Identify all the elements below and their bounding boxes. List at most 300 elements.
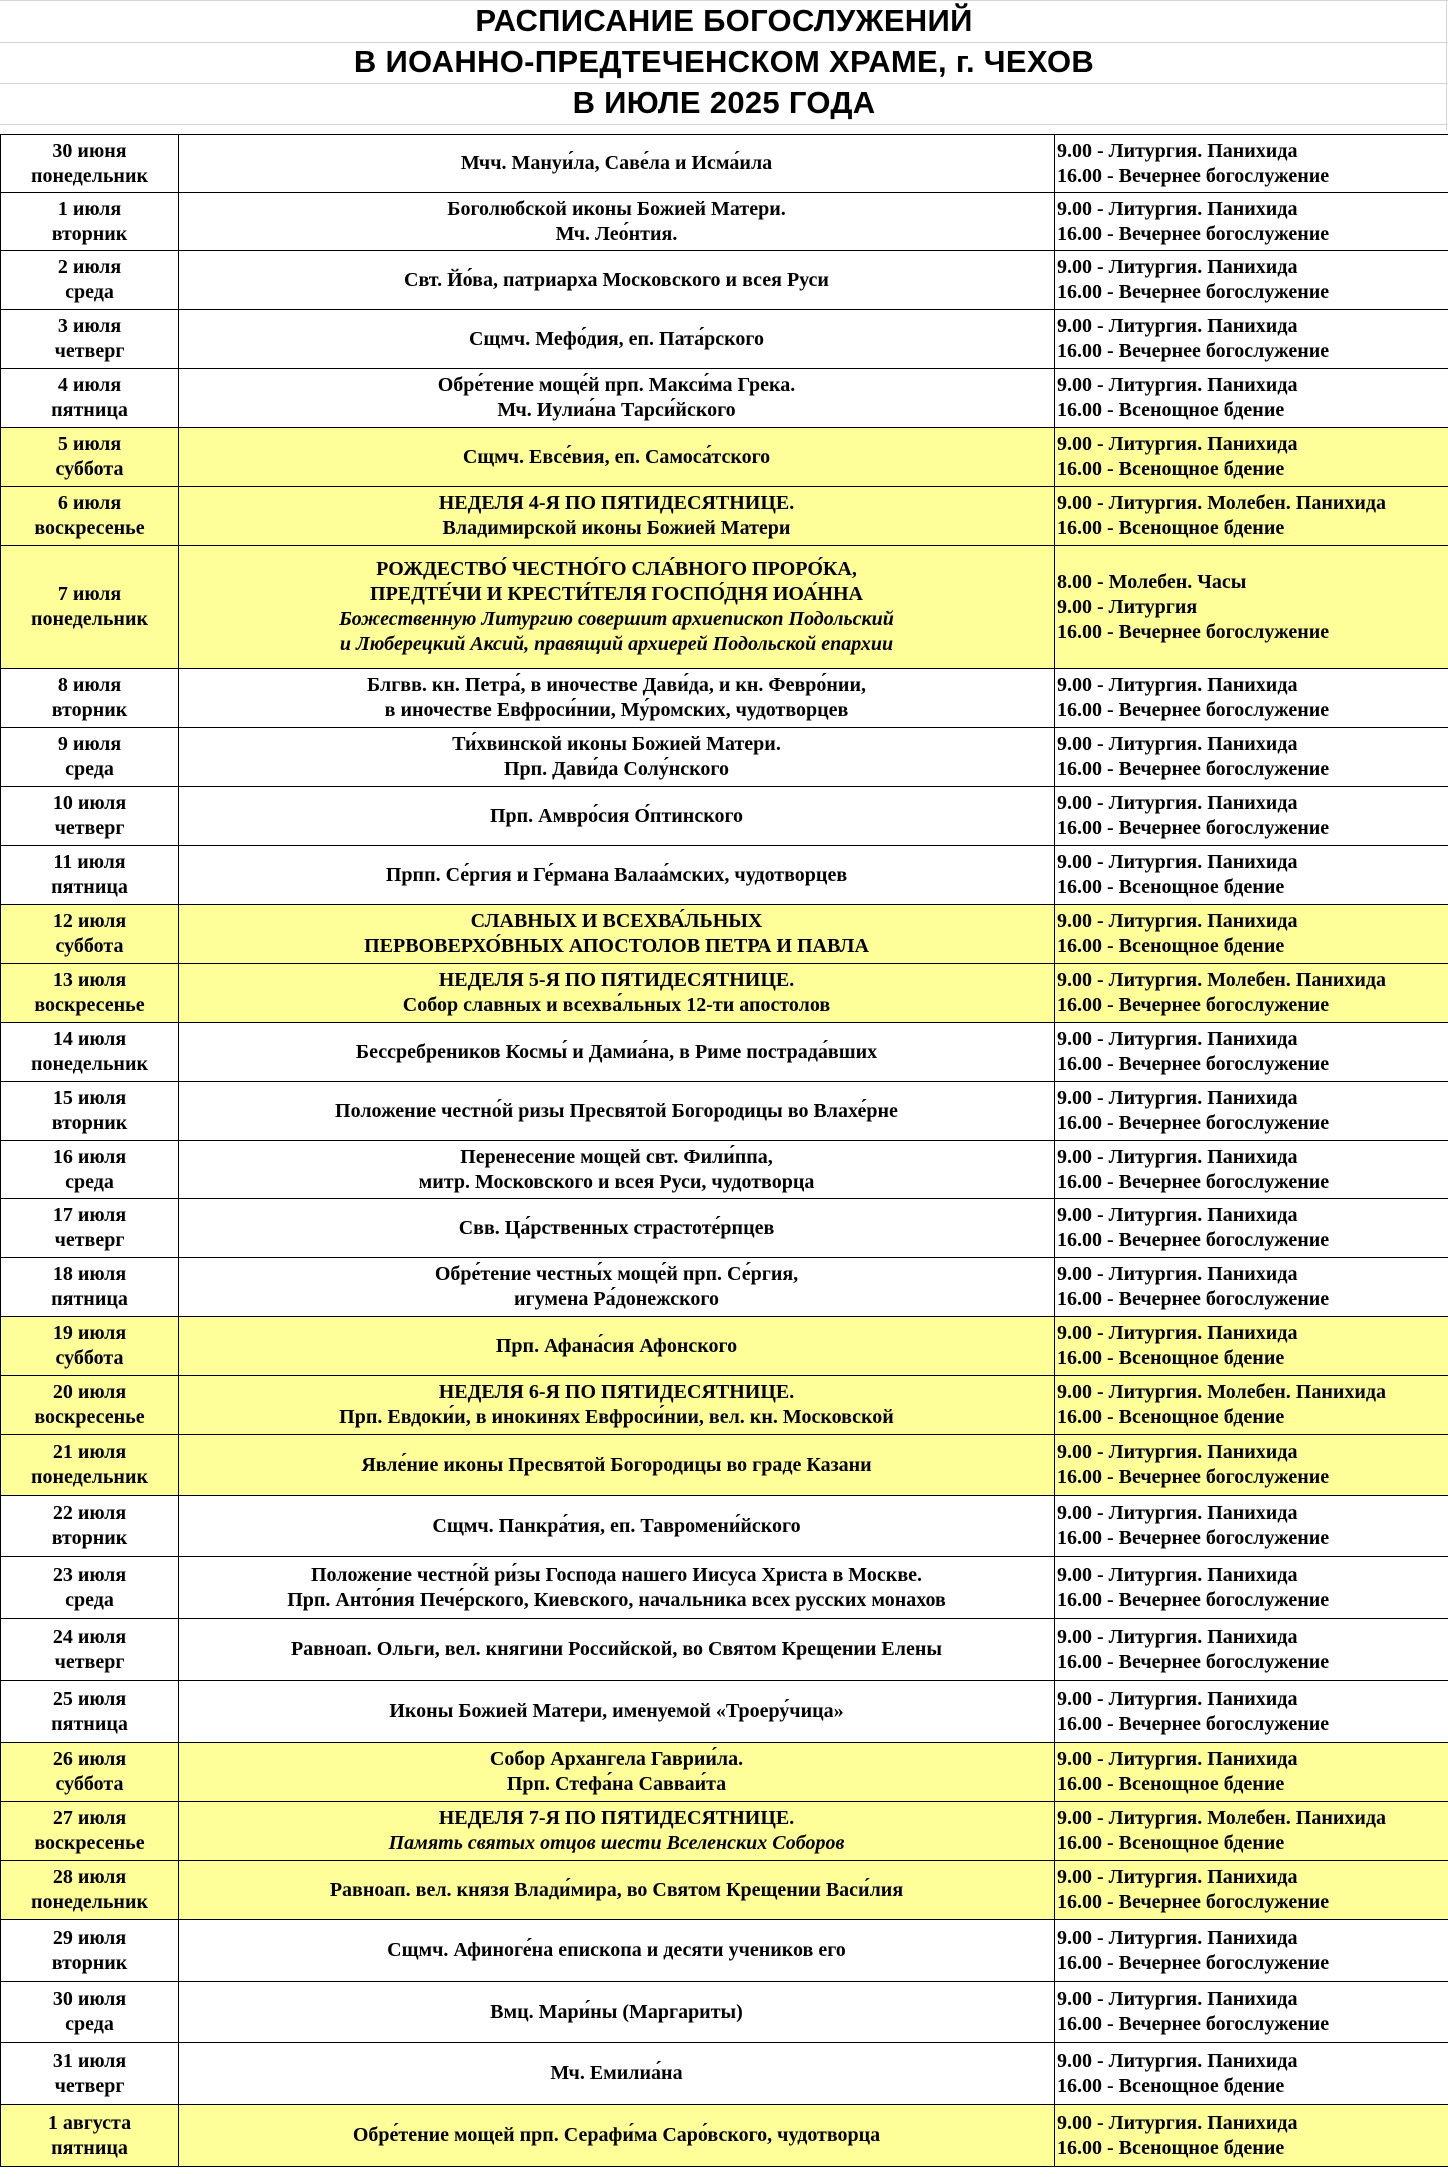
feast-cell (179, 487, 1055, 546)
feast-line: Прпп. Се́ргия и Ге́рмана Валаа́мских, чудотворцев (385, 863, 848, 886)
feast-cell (179, 787, 1055, 846)
service-line: 16.00 - Вечернее богослужение (1057, 1588, 1330, 1611)
feast-cell (179, 1376, 1055, 1435)
date-label: 31 июля (52, 2049, 127, 2072)
service-line: 16.00 - Вечернее богослужение (1057, 1712, 1330, 1735)
feast-cell (179, 846, 1055, 905)
services-cell (1055, 1317, 1448, 1376)
feast-line: Положение честно́й ризы Пресвятой Богородицы во Влахе́рне (335, 1099, 898, 1122)
services-cell (1055, 193, 1448, 251)
feast-line: митр. Московского и всея Руси, чудотворца (418, 1170, 815, 1193)
date-cell (1, 428, 179, 487)
date-label: 20 июля (52, 1381, 127, 1403)
date-cell (1, 1920, 179, 1982)
service-line: 9.00 - Литургия. Панихида (1057, 1926, 1298, 1949)
date-label: 4 июля (57, 374, 122, 396)
date-label: 3 июля (57, 315, 122, 337)
weekday-label: пятница (51, 876, 128, 898)
service-line: 16.00 - Всенощное бдение (1057, 1406, 1285, 1428)
service-line: 16.00 - Вечернее богослужение (1057, 1229, 1330, 1251)
date-label: 29 июля (52, 1926, 127, 1949)
feast-line: НЕДЕЛЯ 7-Я ПО ПЯТИДЕСЯТНИЦЕ. (438, 1807, 795, 1829)
date-cell (1, 728, 179, 787)
services-cell (1055, 1141, 1448, 1199)
date-label: 25 июля (52, 1687, 127, 1710)
date-cell (1, 546, 179, 669)
service-line: 16.00 - Всенощное бдение (1057, 517, 1285, 539)
schedule-row (1, 1802, 1448, 1861)
feast-cell (179, 1258, 1055, 1317)
service-line: 9.00 - Литургия. Панихида (1057, 1441, 1298, 1463)
services-cell (1055, 310, 1448, 369)
service-line: 9.00 - Литургия. Панихида (1057, 139, 1298, 162)
weekday-label: воскресенье (34, 517, 145, 539)
schedule-row (1, 1743, 1448, 1802)
service-line: 9.00 - Литургия. Панихида (1057, 433, 1298, 455)
feast-note-line: Божественную Литургию совершит архиепископ Подольский (339, 608, 894, 630)
weekday-label: понедельник (30, 164, 149, 187)
date-cell (1, 251, 179, 310)
feast-line: СЛАВНЫХ И ВСЕХВА́ЛЬНЫХ (470, 910, 763, 932)
service-line: 9.00 - Литургия. Панихида (1057, 1563, 1298, 1586)
date-label: 5 июля (57, 433, 122, 455)
service-line: 9.00 - Литургия. Панихида (1057, 374, 1298, 396)
date-cell (1, 1743, 179, 1802)
service-line: 16.00 - Всенощное бдение (1057, 1347, 1285, 1369)
schedule-row (1, 1141, 1448, 1199)
feast-line: НЕДЕЛЯ 6-Я ПО ПЯТИДЕСЯТНИЦЕ. (438, 1381, 795, 1403)
date-cell (1, 1496, 179, 1557)
weekday-label: среда (65, 281, 114, 303)
service-line: 16.00 - Вечернее богослужение (1057, 994, 1330, 1016)
date-label: 2 июля (57, 256, 122, 278)
weekday-label: вторник (51, 1527, 128, 1549)
date-cell (1, 964, 179, 1023)
feast-line: Бессребреников Космы́ и Дамиа́на, в Риме пострада́вших (355, 1040, 878, 1063)
weekday-label: пятница (51, 1288, 128, 1310)
services-cell (1055, 1199, 1448, 1258)
feast-line: Свв. Ца́рственных страстоте́рпцев (458, 1216, 775, 1239)
date-cell (1, 905, 179, 964)
feast-note-line: и Люберецкий Аксий, правящий архиерей Подольской епархии (339, 633, 894, 655)
weekday-label: пятница (51, 1712, 128, 1735)
date-label: 18 июля (52, 1263, 127, 1285)
schedule-row (1, 487, 1448, 546)
feast-line: Сщмч. Панкра́тия, еп. Тавромени́йского (432, 1514, 801, 1537)
feast-cell (179, 964, 1055, 1023)
feast-cell (179, 369, 1055, 428)
service-line: 9.00 - Литургия. Молебен. Панихида (1057, 492, 1387, 514)
feast-cell (179, 1199, 1055, 1258)
date-label: 22 июля (52, 1502, 127, 1524)
weekday-label: понедельник (30, 1466, 149, 1488)
schedule-row (1, 1317, 1448, 1376)
schedule-row (1, 1082, 1448, 1141)
feast-cell (179, 905, 1055, 964)
services-cell (1055, 1082, 1448, 1141)
schedule-row (1, 1557, 1448, 1619)
weekday-label: пятница (51, 2136, 128, 2159)
feast-line: Владимирской иконы Божией Матери (442, 517, 791, 539)
feast-line: Равноап. Ольги, вел. княгини Российской, во Святом Крещении Елены (290, 1638, 943, 1660)
service-line: 9.00 - Литургия. Панихида (1057, 792, 1298, 814)
service-line: 16.00 - Вечернее богослужение (1057, 222, 1330, 245)
feast-line: Иконы Божией Матери, именуемой «Троеру́чица» (389, 1700, 844, 1722)
schedule-row (1, 787, 1448, 846)
date-label: 23 июля (52, 1563, 127, 1586)
weekday-label: четверг (54, 1650, 125, 1673)
schedule-row (1, 428, 1448, 487)
service-line: 9.00 - Литургия. Панихида (1057, 851, 1298, 873)
service-line: 16.00 - Вечернее богослужение (1057, 620, 1330, 643)
feast-cell (179, 1681, 1055, 1743)
service-line: 16.00 - Вечернее богослужение (1057, 340, 1330, 362)
services-cell (1055, 487, 1448, 546)
services-cell (1055, 2105, 1448, 2167)
feast-cell (179, 1317, 1055, 1376)
schedule-row (1, 1982, 1448, 2043)
services-cell (1055, 1920, 1448, 1982)
service-line: 9.00 - Литургия. Панихида (1057, 1204, 1298, 1226)
feast-line: НЕДЕЛЯ 4-Я ПО ПЯТИДЕСЯТНИЦЕ. (438, 492, 795, 514)
weekday-label: понедельник (30, 1053, 149, 1075)
service-line: 16.00 - Вечернее богослужение (1057, 817, 1330, 839)
feast-cell (179, 1619, 1055, 1681)
feast-cell (179, 669, 1055, 728)
date-label: 6 июля (57, 492, 122, 514)
service-line: 16.00 - Вечернее богослужение (1057, 2013, 1330, 2035)
services-cell (1055, 1861, 1448, 1920)
feast-line: Свт. Йо́ва, патриарха Московского и всея Руси (404, 268, 829, 291)
date-cell (1, 1023, 179, 1082)
services-cell (1055, 787, 1448, 846)
schedule-row (1, 1619, 1448, 1681)
date-label: 13 июля (52, 969, 127, 991)
date-label: 27 июля (52, 1807, 127, 1829)
schedule-row (1, 251, 1448, 310)
service-line: 16.00 - Всенощное бдение (1057, 2136, 1285, 2159)
schedule-row (1, 1861, 1448, 1920)
feast-line: Явле́ние иконы Пресвятой Богородицы во граде Казани (361, 1453, 872, 1476)
service-line: 16.00 - Вечернее богослужение (1057, 1891, 1330, 1913)
service-line: 16.00 - Всенощное бдение (1057, 399, 1285, 421)
feast-line: Прп. Анто́ния Пече́рского, Киевского, начальника всех русских монахов (287, 1588, 946, 1611)
date-label: 15 июля (52, 1087, 127, 1109)
service-line: 16.00 - Всенощное бдение (1057, 876, 1285, 898)
service-line: 16.00 - Вечернее богослужение (1057, 758, 1330, 780)
feast-line: Мч. Иулиа́на Тарси́йского (497, 399, 736, 421)
date-label: 26 июля (52, 1748, 127, 1770)
service-line: 16.00 - Вечернее богослужение (1057, 164, 1330, 187)
schedule-row (1, 964, 1448, 1023)
weekday-label: среда (65, 758, 114, 780)
date-cell (1, 1376, 179, 1435)
feast-line: Сщмч. Евсе́вия, еп. Самоса́тского (462, 445, 771, 468)
date-label: 19 июля (52, 1322, 127, 1344)
feast-line: Перенесение мощей свт. Фили́ппа, (460, 1145, 773, 1168)
weekday-label: четверг (54, 340, 125, 362)
feast-cell (179, 135, 1055, 193)
date-cell (1, 787, 179, 846)
date-cell (1, 193, 179, 251)
grid-line (0, 124, 1448, 125)
service-line: 8.00 - Молебен. Часы (1057, 570, 1247, 593)
services-cell (1055, 728, 1448, 787)
feast-cell (179, 1802, 1055, 1861)
service-line: 9.00 - Литургия. Молебен. Панихида (1057, 969, 1387, 991)
date-cell (1, 1141, 179, 1199)
date-cell (1, 669, 179, 728)
schedule-row (1, 728, 1448, 787)
schedule-header (0, 0, 1448, 130)
schedule-row (1, 2043, 1448, 2105)
feast-line: Обре́тение мощей прп. Серафи́ма Саро́вского, чудотворца (352, 2124, 881, 2146)
service-line: 9.00 - Литургия. Панихида (1057, 733, 1298, 755)
date-label: 10 июля (52, 792, 127, 814)
date-cell (1, 487, 179, 546)
service-line: 16.00 - Вечернее богослужение (1057, 1951, 1330, 1974)
service-line: 9.00 - Литургия. Панихида (1057, 1263, 1298, 1285)
date-label: 1 августа (47, 2111, 132, 2134)
date-label: 21 июля (52, 1441, 127, 1463)
weekday-label: четверг (54, 2074, 125, 2097)
page-title-line-1: РАСПИСАНИЕ БОГОСЛУЖЕНИЙ (475, 3, 973, 38)
schedule-row (1, 846, 1448, 905)
services-cell (1055, 1681, 1448, 1743)
service-line: 9.00 - Литургия (1057, 595, 1198, 618)
feast-cell (179, 1743, 1055, 1802)
date-cell (1, 1199, 179, 1258)
services-cell (1055, 669, 1448, 728)
schedule-row (1, 193, 1448, 251)
date-cell (1, 1258, 179, 1317)
feast-line: Прп. Афана́сия Афонского (495, 1334, 738, 1357)
date-cell (1, 135, 179, 193)
page-title-line-3: В ИЮЛЕ 2025 ГОДА (572, 85, 876, 120)
date-label: 1 июля (57, 197, 122, 220)
service-line: 9.00 - Литургия. Панихида (1057, 315, 1298, 337)
feast-cell (179, 1435, 1055, 1496)
feast-line: Ти́хвинской иконы Божией Матери. (452, 733, 781, 755)
schedule-row (1, 135, 1448, 193)
service-line: 16.00 - Вечернее богослужение (1057, 1170, 1330, 1193)
feast-line: РОЖДЕСТВО́ ЧЕСТНО́ГО СЛА́ВНОГО ПРОРО́КА, (376, 558, 857, 580)
feast-line: Обре́тение честны́х моще́й прп. Се́ргия, (434, 1263, 799, 1285)
feast-cell (179, 1023, 1055, 1082)
weekday-label: среда (65, 1588, 114, 1611)
schedule-row (1, 2105, 1448, 2167)
feast-cell (179, 546, 1055, 669)
feast-cell (179, 1982, 1055, 2043)
services-cell (1055, 546, 1448, 669)
date-label: 30 июля (52, 1988, 127, 2010)
weekday-label: суббота (55, 1773, 124, 1795)
service-line: 9.00 - Литургия. Панихида (1057, 1748, 1298, 1770)
feast-cell (179, 2043, 1055, 2105)
schedule-row (1, 669, 1448, 728)
feast-cell (179, 1920, 1055, 1982)
service-line: 16.00 - Всенощное бдение (1057, 1773, 1285, 1795)
services-cell (1055, 2043, 1448, 2105)
page-title-line-2: В ИОАННО-ПРЕДТЕЧЕНСКОМ ХРАМЕ, г. ЧЕХОВ (353, 44, 1095, 79)
feast-line: ПЕРВОВЕРХО́ВНЫХ АПОСТОЛОВ ПЕТРА И ПАВЛА (364, 935, 869, 957)
feast-line: Обре́тение моще́й прп. Макси́ма Грека. (437, 374, 796, 396)
date-label: 8 июля (57, 674, 122, 696)
weekday-label: суббота (55, 935, 124, 957)
schedule-row (1, 1258, 1448, 1317)
schedule-row (1, 1920, 1448, 1982)
date-cell (1, 1982, 179, 2043)
service-line: 9.00 - Литургия. Панихида (1057, 197, 1298, 220)
date-label: 7 июля (57, 583, 122, 605)
service-line: 9.00 - Литургия. Панихида (1057, 2049, 1298, 2072)
date-cell (1, 1861, 179, 1920)
feast-cell (179, 1141, 1055, 1199)
date-cell (1, 1317, 179, 1376)
weekday-label: суббота (55, 458, 124, 480)
weekday-label: воскресенье (34, 1406, 145, 1428)
schedule-row (1, 1199, 1448, 1258)
services-cell (1055, 1743, 1448, 1802)
date-label: 24 июля (52, 1625, 127, 1648)
service-line: 9.00 - Литургия. Панихида (1057, 1866, 1298, 1888)
service-line: 9.00 - Литургия. Панихида (1057, 256, 1298, 278)
date-cell (1, 369, 179, 428)
feast-line: Блгвв. кн. Петра́, в иночестве Дави́да, и кн. Февро́нии, (367, 674, 866, 696)
weekday-label: пятница (51, 399, 128, 421)
date-cell (1, 1435, 179, 1496)
services-cell (1055, 1619, 1448, 1681)
feast-cell (179, 1557, 1055, 1619)
date-cell (1, 2105, 179, 2167)
service-line: 16.00 - Всенощное бдение (1057, 935, 1285, 957)
services-cell (1055, 1557, 1448, 1619)
weekday-label: вторник (51, 1112, 128, 1134)
feast-cell (179, 428, 1055, 487)
services-cell (1055, 1496, 1448, 1557)
date-label: 28 июля (52, 1866, 127, 1888)
services-cell (1055, 369, 1448, 428)
service-line: 16.00 - Вечернее богослужение (1057, 281, 1330, 303)
feast-line: Сщмч. Афиноге́на епископа и десяти учеников его (387, 1939, 846, 1961)
weekday-label: среда (65, 2013, 114, 2035)
feast-line: НЕДЕЛЯ 5-Я ПО ПЯТИДЕСЯТНИЦЕ. (438, 969, 795, 991)
weekday-label: четверг (54, 1229, 125, 1251)
service-line: 9.00 - Литургия. Панихида (1057, 1322, 1298, 1344)
services-cell (1055, 251, 1448, 310)
services-cell (1055, 1023, 1448, 1082)
weekday-label: вторник (51, 1951, 128, 1974)
service-line: 9.00 - Литургия. Панихида (1057, 1028, 1298, 1050)
weekday-label: понедельник (30, 1891, 149, 1913)
schedule-row (1, 1376, 1448, 1435)
schedule-row (1, 1681, 1448, 1743)
feast-line: Прп. Амвро́сия О́птинского (489, 804, 744, 827)
feast-line: Прп. Евдоки́и, в инокинях Евфроси́нии, вел. кн. Московской (339, 1406, 894, 1428)
feast-line: Положение честно́й ри́зы Господа нашего Иисуса Христа в Москве. (310, 1563, 922, 1586)
schedule-row (1, 1435, 1448, 1496)
weekday-label: четверг (54, 817, 125, 839)
service-line: 9.00 - Литургия. Панихида (1057, 1145, 1298, 1168)
weekday-label: вторник (51, 222, 128, 245)
feast-cell (179, 1082, 1055, 1141)
services-cell (1055, 1435, 1448, 1496)
date-label: 11 июля (53, 851, 126, 873)
weekday-label: воскресенье (34, 994, 145, 1016)
date-label: 17 июля (52, 1204, 127, 1226)
weekday-label: воскресенье (34, 1832, 145, 1854)
services-cell (1055, 905, 1448, 964)
feast-cell (179, 251, 1055, 310)
feast-cell (179, 1861, 1055, 1920)
feast-line: Равноап. вел. князя Влади́мира, во Святом Крещении Васи́лия (329, 1878, 904, 1901)
feast-line: Мчч. Мануи́ла, Саве́ла и Исма́ила (460, 152, 773, 174)
date-cell (1, 1619, 179, 1681)
date-cell (1, 1557, 179, 1619)
schedule-row (1, 546, 1448, 669)
feast-cell (179, 728, 1055, 787)
services-cell (1055, 428, 1448, 487)
schedule-row (1, 310, 1448, 369)
feast-line: Боголюбской иконы Божией Матери. (447, 197, 786, 220)
schedule-body (1, 135, 1448, 2167)
service-line: 16.00 - Вечернее богослужение (1057, 1466, 1330, 1488)
services-cell (1055, 1376, 1448, 1435)
date-cell (1, 846, 179, 905)
service-line: 16.00 - Вечернее богослужение (1057, 1527, 1330, 1549)
service-line: 16.00 - Вечернее богослужение (1057, 1288, 1330, 1310)
date-label: 14 июля (52, 1028, 127, 1050)
date-label: 9 июля (57, 733, 122, 755)
schedule-row (1, 1023, 1448, 1082)
service-line: 16.00 - Вечернее богослужение (1057, 1053, 1330, 1075)
weekday-label: суббота (55, 1347, 124, 1369)
feast-line: Собор Архангела Гаврии́ла. (489, 1748, 744, 1770)
date-label: 16 июля (52, 1145, 127, 1168)
date-label: 30 июня (52, 139, 127, 162)
feast-line: Собор славных и всехва́льных 12-ти апостолов (402, 994, 831, 1016)
services-cell (1055, 846, 1448, 905)
schedule-row (1, 905, 1448, 964)
feast-note-line: Память святых отцов шести Вселенских Соборов (388, 1832, 845, 1854)
feast-line: игумена Ра́донежского (514, 1288, 719, 1310)
service-line: 9.00 - Литургия. Молебен. Панихида (1057, 1807, 1387, 1829)
service-line: 9.00 - Литургия. Молебен. Панихида (1057, 1381, 1387, 1403)
date-cell (1, 1681, 179, 1743)
feast-cell (179, 193, 1055, 251)
service-line: 9.00 - Литургия. Панихида (1057, 674, 1298, 696)
service-line: 9.00 - Литургия. Панихида (1057, 1687, 1298, 1710)
weekday-label: вторник (51, 699, 128, 721)
date-cell (1, 1802, 179, 1861)
weekday-label: понедельник (30, 608, 149, 630)
feast-line: Прп. Дави́да Солу́нского (503, 758, 730, 780)
feast-line: Мч. Емилиа́на (550, 2062, 683, 2084)
service-line: 9.00 - Литургия. Панихида (1057, 1988, 1298, 2010)
feast-line: Прп. Стефа́на Савваи́та (506, 1773, 727, 1795)
feast-cell (179, 2105, 1055, 2167)
service-line: 16.00 - Вечернее богослужение (1057, 699, 1330, 721)
schedule-table (0, 134, 1448, 2167)
schedule-row (1, 369, 1448, 428)
feast-cell (179, 310, 1055, 369)
services-cell (1055, 1258, 1448, 1317)
services-cell (1055, 1982, 1448, 2043)
date-cell (1, 1082, 179, 1141)
feast-line: Сщмч. Мефо́дия, еп. Пата́рского (468, 327, 765, 350)
date-cell (1, 2043, 179, 2105)
feast-line: Вмц. Мари́ны (Маргариты) (490, 2000, 743, 2023)
